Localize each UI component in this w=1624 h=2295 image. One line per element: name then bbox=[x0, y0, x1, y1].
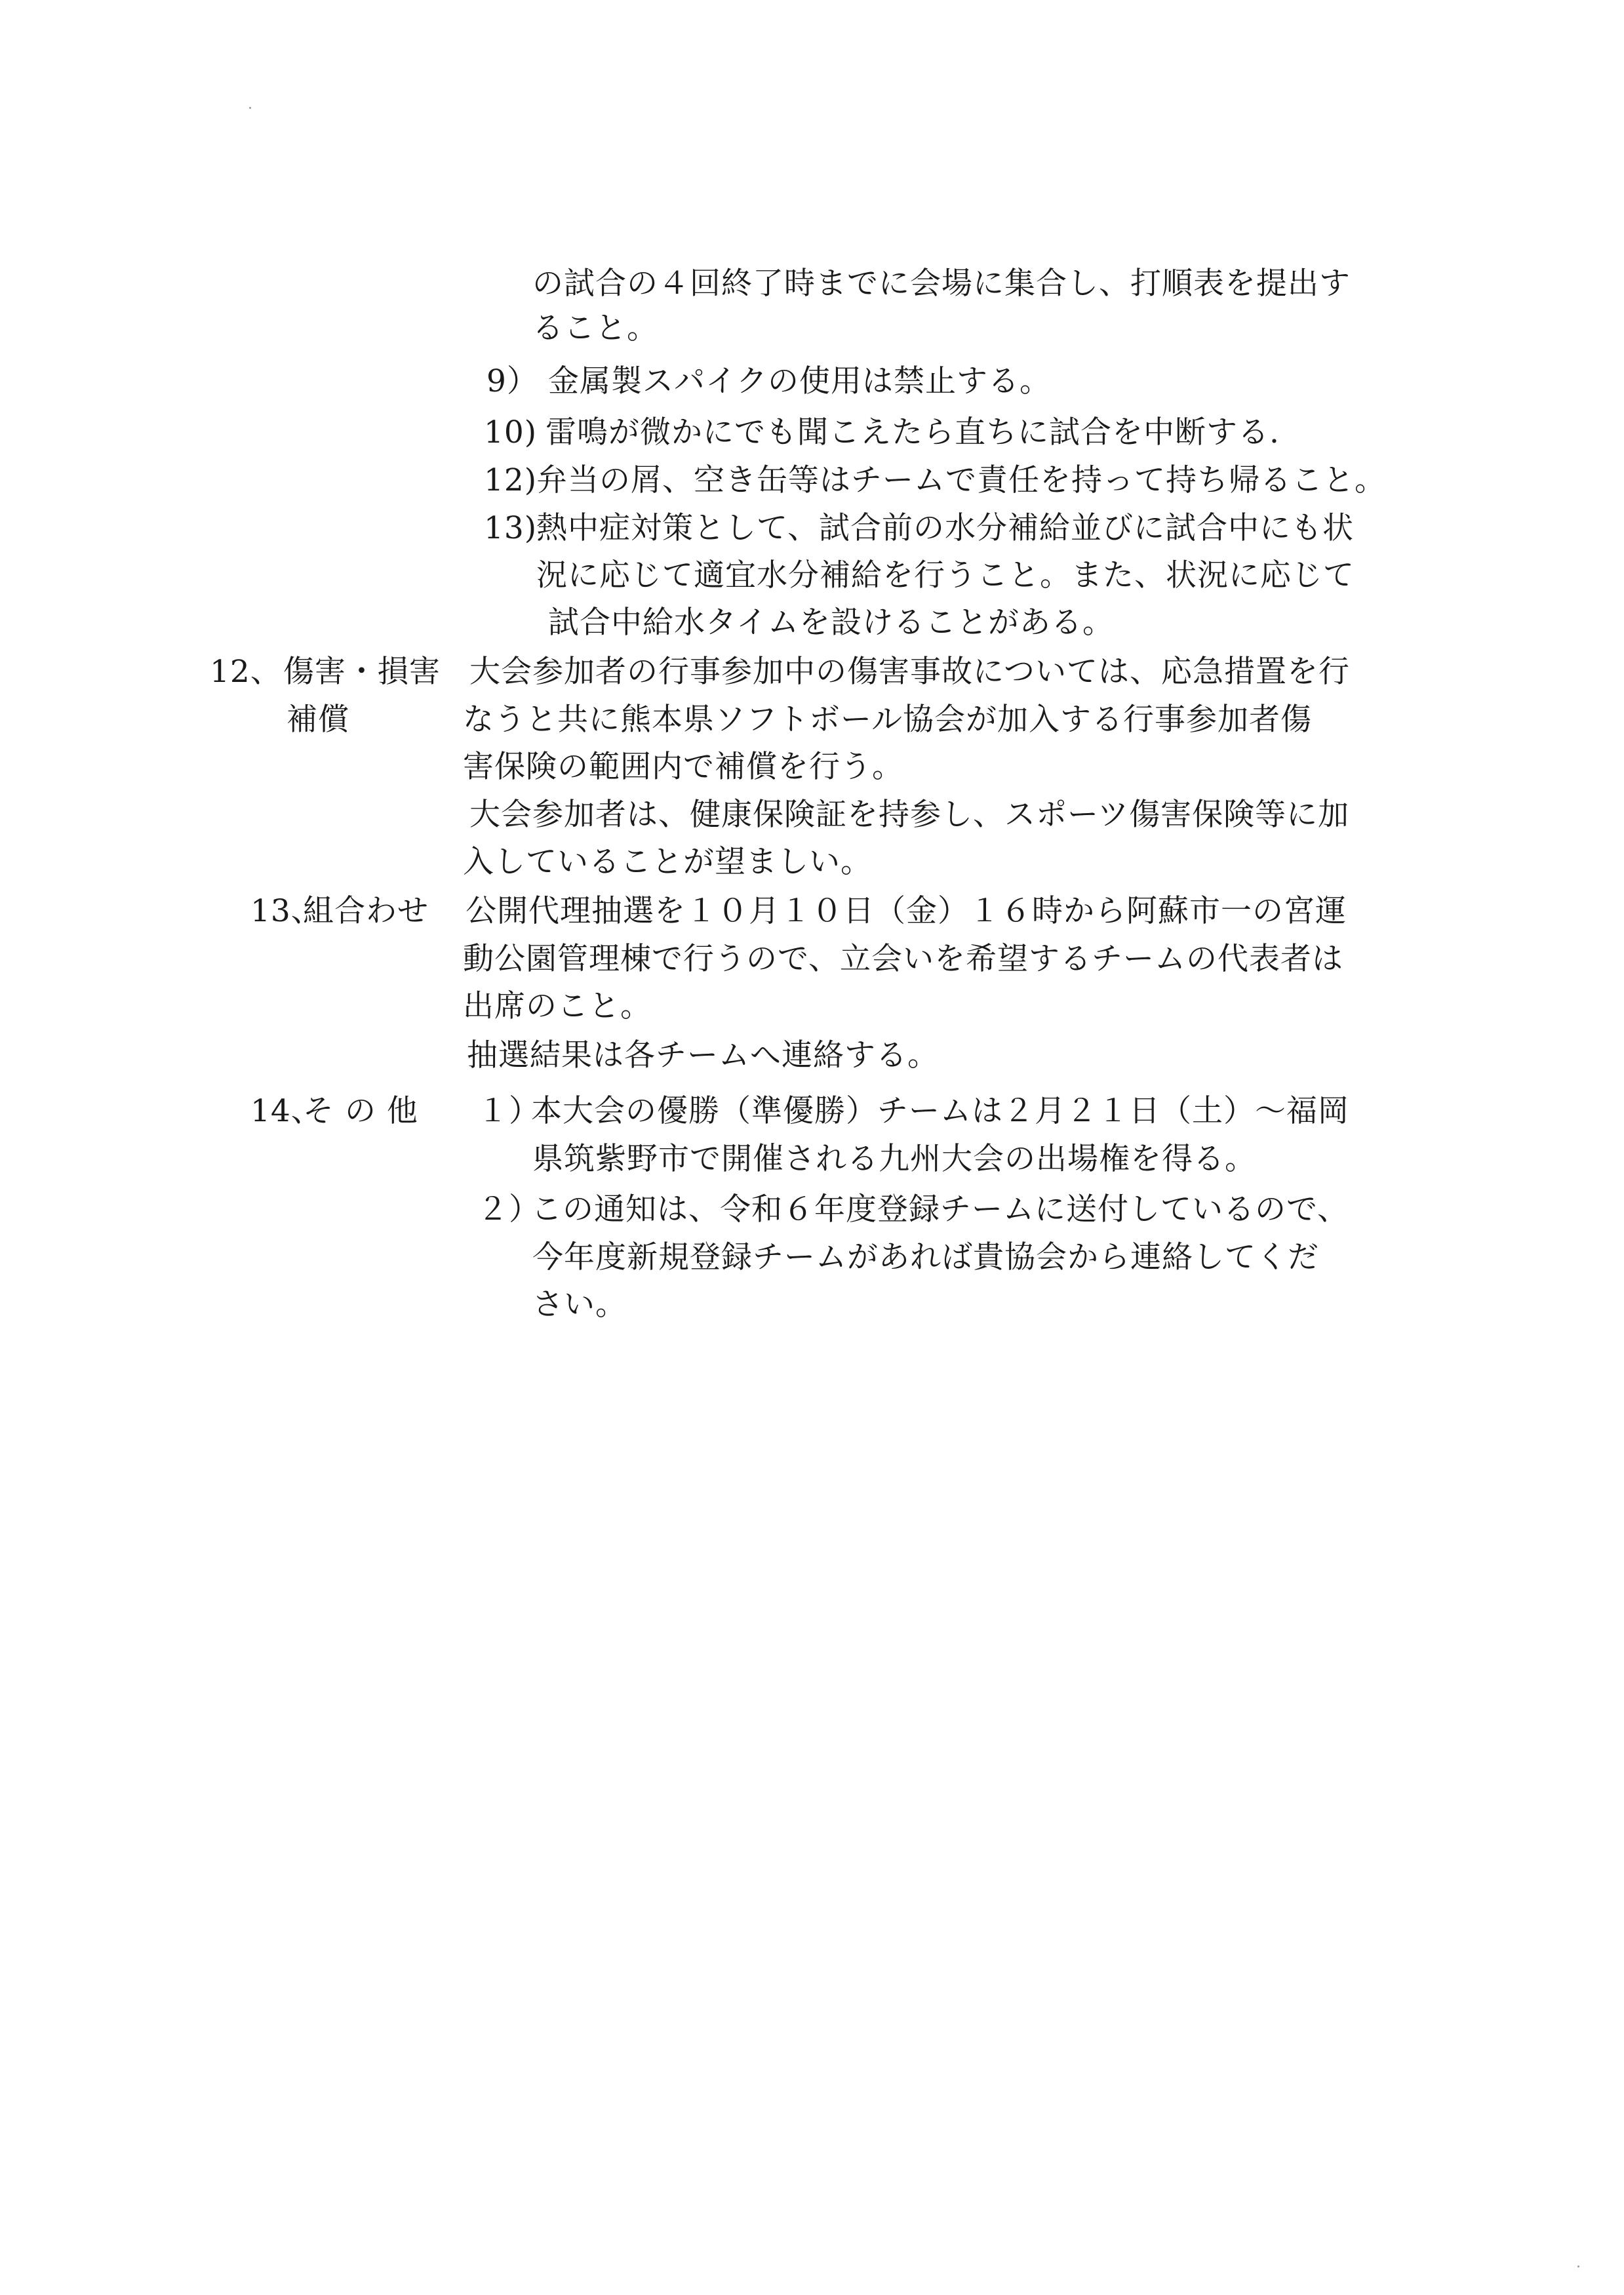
continued-line-1: の試合の４回終了時までに会場に集合し、打順表を提出す bbox=[532, 266, 1351, 302]
section-12-body-1: 大会参加者の行事参加中の傷害事故については、応急措置を行 bbox=[469, 654, 1351, 690]
rule-9-text: 金属製スパイクの使用は禁止する。 bbox=[548, 363, 1052, 399]
section-13-label: 組合わせ bbox=[303, 893, 429, 929]
scan-speck bbox=[249, 107, 251, 109]
rule-9-number: 9） bbox=[486, 363, 538, 399]
section-13-body-2: 動公園管理棟で行うので、立会いを希望するチームの代表者は bbox=[463, 941, 1344, 977]
rule-13-text-3: 試合中給水タイムを設けることがある。 bbox=[548, 605, 1115, 641]
section-14-item-2-text-1: この通知は、令和６年度登録チームに送付しているので、 bbox=[531, 1191, 1349, 1227]
section-12-number: 12、 bbox=[210, 654, 282, 690]
section-13-body-3: 出席のこと。 bbox=[463, 988, 652, 1024]
section-13-body-4: 抽選結果は各チームへ連絡する。 bbox=[467, 1037, 939, 1073]
section-13-number: 13、 bbox=[250, 893, 323, 929]
rule-12-number: 12) bbox=[484, 462, 538, 498]
scan-speck bbox=[1577, 2265, 1579, 2267]
rule-13-text-2: 況に応じて適宜水分補給を行うこと。また、状況に応じて bbox=[536, 557, 1355, 593]
section-14-label: そ の 他 bbox=[303, 1093, 418, 1129]
section-14-item-1-number: １） bbox=[477, 1093, 540, 1129]
section-12-label-2: 補償 bbox=[287, 702, 349, 738]
section-12-label-1: 傷害・損害 bbox=[283, 654, 441, 690]
section-14-item-2-number: ２） bbox=[477, 1191, 540, 1227]
rule-10-text: 雷鳴が微かにでも聞こえたら直ちに試合を中断する. bbox=[545, 414, 1280, 450]
section-13-body-1: 公開代理抽選を１０月１０日（金）１６時から阿蘇市一の宮運 bbox=[465, 893, 1347, 929]
rule-13-number: 13) bbox=[484, 510, 538, 546]
rule-10-number: 10) bbox=[484, 414, 538, 450]
continued-line-2: ること。 bbox=[532, 310, 658, 346]
rule-12-text: 弁当の屑、空き缶等はチームで責任を持って持ち帰ること。 bbox=[536, 462, 1386, 498]
section-14-number: 14、 bbox=[250, 1093, 323, 1129]
section-12-body-3: 害保険の範囲内で補償を行う。 bbox=[463, 749, 903, 785]
section-14-item-2-text-2: 今年度新規登録チームがあれば貴協会から連絡してくだ bbox=[532, 1239, 1319, 1275]
section-14-item-2-text-3: さい。 bbox=[532, 1287, 627, 1323]
section-12-body-5: 入していることが望ましい。 bbox=[463, 844, 872, 880]
section-14-item-1-text-2: 県筑紫野市で開催される九州大会の出場権を得る。 bbox=[532, 1141, 1256, 1177]
section-12-body-4: 大会参加者は、健康保険証を持参し、スポーツ傷害保険等に加 bbox=[469, 797, 1350, 833]
section-14-item-1-text-1: 本大会の優勝（準優勝）チームは２月２１日（土）～福岡 bbox=[531, 1093, 1349, 1129]
rule-13-text-1: 熱中症対策として、試合前の水分補給並びに試合中にも状 bbox=[536, 510, 1355, 546]
section-12-body-2: なうと共に熊本県ソフトボール協会が加入する行事参加者傷 bbox=[463, 702, 1313, 738]
